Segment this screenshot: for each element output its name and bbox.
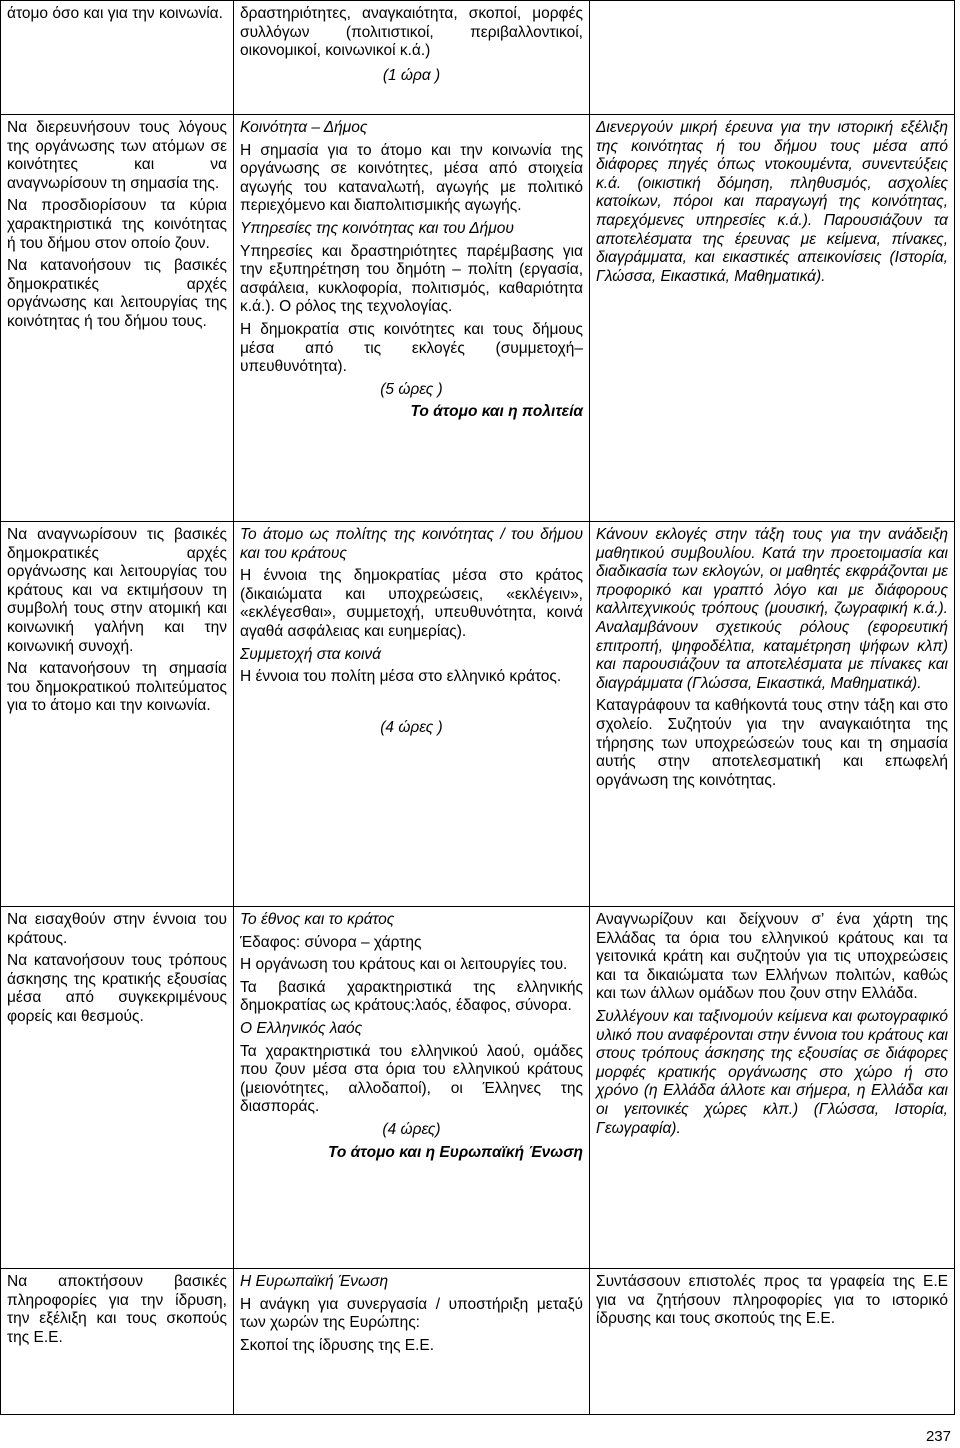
hours-note: (5 ώρες )	[380, 380, 443, 398]
content-text: Η έννοια της δημοκρατίας μέσα στο κράτος (δικαιώματα και υποχρεώσεις, «εκλέγειν», «εκλέγεσθαι», συμμετοχή, υπευθυνότητα, κοινά αγαθά ασφάλειας και ευημερίας).	[240, 567, 583, 640]
objective-text: Να εισαχθούν στην έννοια του κράτους.	[7, 911, 227, 947]
activities-cell	[590, 907, 955, 1269]
content-text: Η σημασία για το άτομο και την κοινωνία της οργάνωσης σε κοινότητες, μέσα από στοιχεία αγωγής του καταναλωτή, αγωγής με πολιτικό περιεχόμενο και διαπολιτισμικής αγωγής.	[240, 141, 583, 215]
content-text: Η δημοκρατία στις κοινότητες και τους δήμους μέσα από τις εκλογές (συμμετοχή–υπευθυνότητα).	[240, 320, 583, 376]
table-row	[1, 522, 955, 907]
section-heading: Ο Ελληνικός λαός	[240, 1019, 363, 1037]
content-text: Η ανάγκη για συνεργασία / υποστήριξη μεταξύ των χωρών της Ευρώπης:	[240, 1295, 583, 1332]
section-heading: Συμμετοχή στα κοινά	[240, 645, 382, 663]
objective-text: Να αναγνωρίσουν τις βασικές δημοκρατικές αρχές οργάνωσης και λειτουργίας του κράτους και να εκτιμήσουν τη συμβολή τους στην ατομική και κοινωνική γαλήνη και την κοινωνική συνοχή.	[7, 526, 227, 655]
activity-text: Καταγράφουν τα καθήκοντά τους στην τάξη και στο σχολείο. Συζητούν για την αναγκαιότητα της τήρησης των υποχρεώσεών τους και τη σημασία αυτής στην αποτελεσματική και επωφελή οργάνωση της κοινότητας.	[596, 697, 948, 789]
content-text: Υπηρεσίες και δραστηριότητες παρέμβασης για την εξυπηρέτηση του δημότη – πολίτη (εργασία, ασφάλεια, κυκλοφορία, πολιτισμός, καθαριότητα κ.ά.). Ο ρόλος της τεχνολογίας.	[240, 242, 583, 316]
content-cell	[234, 1269, 590, 1415]
content-text: Η έννοια του πολίτη μέσα στο ελληνικό κράτος.	[240, 668, 562, 686]
table-row	[1, 115, 955, 522]
hours-note: (4 ώρες )	[380, 718, 443, 736]
activities-cell	[590, 522, 955, 907]
activity-text: Κάνουν εκλογές στην τάξη τους για την ανάδειξη μαθητικού συμβουλίου. Κατά την προετοιμασία και διαδικασία των εκλογών, οι μαθητές εκφράζονται με προφορικό και γραπτό λόγο και με διάφορους καλλιτεχνικούς τρόπους (μουσική, ζωγραφική κ.ά.). Αναλαμβάνουν σχετικούς ρόλους (εφορευτική επιτροπή, ψηφοδέλτια, καταμέτρηση ψήφων κλπ) και παρουσιάζουν τα αποτελέσματα με πίνακες και διαγράμματα (Γλώσσα, Εικαστικά, Μαθηματικά).	[596, 526, 948, 692]
activities-cell	[590, 115, 955, 522]
content-cell	[234, 1, 590, 115]
objective-text: Να διερευνήσουν τους λόγους της οργάνωσης των ατόμων σε κοινότητες και να αναγνωρίσουν τη σημασία της.	[7, 119, 227, 192]
objectives-cell	[1, 907, 234, 1269]
activity-text: Συντάσσουν επιστολές προς τα γραφεία της Ε.Ε για να ζητήσουν πληροφορίες για το ιστορικό ίδρυσης και τους σκοπούς της Ε.Ε.	[596, 1273, 948, 1328]
table-row	[1, 1269, 955, 1415]
content-text: Έδαφος: σύνορα – χάρτης	[240, 933, 422, 951]
objective-text: Να κατανοήσουν τη σημασία του δημοκρατικού πολιτεύματος για το άτομο και την κοινωνία.	[7, 660, 227, 715]
activity-text: Συλλέγουν και ταξινομούν κείμενα και φωτογραφικό υλικό που αναφέρονται στην έννοια του κράτους και στους τρόπους άσκησης της εξουσίας σε διάφορες μορφές κρατικής οργάνωσης στο χώρο ή στο χρόνο (η Ελλάδα άλλοτε και σήμερα, η Ελλάδα και οι γειτονικές χώρες κλπ.) (Γλώσσα, Ιστορία, Γεωγραφία).	[596, 1007, 948, 1137]
content-text: δραστηριότητες, αναγκαιότητα, σκοποί, μορφές συλλόγων (πολιτιστικοί, περιβαλλοντικοί, οικονομικοί, κοινωνικοί κ.ά.)	[240, 5, 583, 60]
objectives-cell	[1, 115, 234, 522]
objective-text: Να κατανοήσουν τις βασικές δημοκρατικές αρχές οργάνωσης και λειτουργίας της κοινότητας ή του δήμου τους.	[7, 257, 227, 330]
unit-title: Το άτομο και η Ευρωπαϊκή Ένωση	[328, 1143, 583, 1161]
content-text: Η οργάνωση του κράτους και οι λειτουργίες του.	[240, 956, 568, 974]
section-heading: Υπηρεσίες της κοινότητας και του Δήμου	[240, 219, 514, 237]
activities-cell	[590, 1269, 955, 1415]
table-row	[1, 1, 955, 115]
content-text: Τα χαρακτηριστικά του ελληνικού λαού, ομάδες που ζουν μέσα στα όρια του ελληνικού κράτους (μειονότητες, αλλοδαποί), οι Έλληνες της διασποράς.	[240, 1042, 583, 1116]
hours-note: (1 ώρα )	[382, 66, 441, 84]
page-number: 237	[925, 1428, 951, 1445]
section-heading: Κοινότητα – Δήμος	[240, 119, 368, 136]
section-heading: Το άτομο ως πολίτης της κοινότητας / του δήμου και του κράτους	[240, 526, 583, 562]
section-heading: Το έθνος και το κράτος	[240, 911, 395, 928]
content-text: Τα βασικά χαρακτηριστικά της ελληνικής δημοκρατίας ως κράτους:λαός, έδαφος, σύνορα.	[240, 978, 583, 1015]
objectives-cell	[1, 1269, 234, 1415]
objective-text: Να κατανοήσουν τους τρόπους άσκησης της κρατικής εξουσίας μέσα από συγκεκριμένους φορείς και θεσμούς.	[7, 952, 227, 1025]
content-cell	[234, 115, 590, 522]
activities-cell	[590, 1, 955, 115]
content-cell	[234, 907, 590, 1269]
objective-text: άτομο όσο και για την κοινωνία.	[7, 5, 223, 22]
activity-text: Διενεργούν μικρή έρευνα για την ιστορική εξέλιξη της κοινότητας ή του δήμου τους μέσα από διάφορες πηγές όπως ντοκουμέντα, συνεντεύξεις κ.ά. (οικιστική δόμηση, πληθυσμός, ασχολίες κατοίκων, πόροι και παραγωγή της κοινότητας, παρεχόμενες υπηρεσίες κ.ά.). Παρουσιάζουν τα αποτελέσματα της έρευνας με κείμενα, πίνακες, διαγράμματα, και εικαστικές απεικονίσεις (Ιστορία, Γλώσσα, Εικαστικά, Μαθηματικά).	[596, 119, 948, 285]
hours-note: (4 ώρες)	[382, 1120, 441, 1138]
objectives-cell	[1, 522, 234, 907]
unit-title: Το άτομο και η πολιτεία	[410, 403, 583, 421]
content-cell	[234, 522, 590, 907]
content-text: Σκοποί της ίδρυσης της Ε.Ε.	[240, 1336, 435, 1354]
objective-text: Να προσδιορίσουν τα κύρια χαρακτηριστικά της κοινότητας ή του δήμου στον οποίο ζουν.	[7, 197, 227, 252]
section-heading: Η Ευρωπαϊκή Ένωση	[240, 1273, 389, 1290]
objectives-cell	[1, 1, 234, 115]
table-row	[1, 907, 955, 1269]
activity-text: Αναγνωρίζουν και δείχνουν σ’ ένα χάρτη της Ελλάδας τα όρια του ελληνικού κράτους και τα γειτονικά κράτη και συζητούν για τις υποχρεώσεις και τα δικαιώματα των Ελλήνων πολιτών, καθώς και των άλλων ομάδων που ζουν στην Ελλάδα.	[596, 911, 948, 1003]
objective-text: Να αποκτήσουν βασικές πληροφορίες για την ίδρυση, την εξέλιξη και τους σκοπούς της Ε.Ε.	[7, 1273, 227, 1346]
